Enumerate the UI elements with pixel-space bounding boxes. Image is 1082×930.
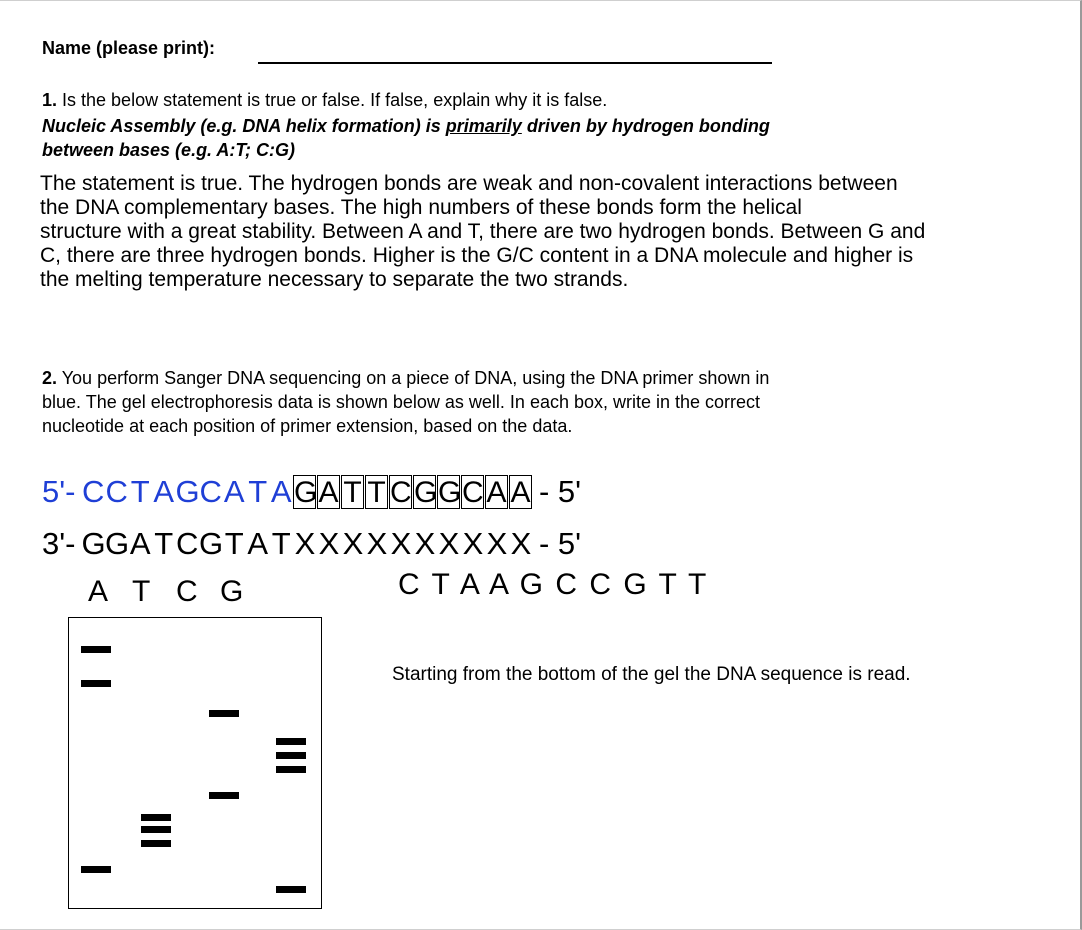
primer-base: A (223, 474, 245, 509)
answer-line: the DNA complementary bases. The high numbers of these bonds form the helical (40, 196, 802, 219)
answer-box[interactable]: A (486, 476, 507, 509)
lane-label-t: T (132, 575, 151, 608)
answer-line: C, there are three hydrogen bonds. Higher is the G/C content in a DNA molecule and higher is (40, 244, 914, 267)
gel-band (276, 752, 306, 759)
template-letters (81, 526, 293, 562)
answer-box[interactable]: T (341, 475, 364, 509)
template-unknown-base: X (390, 526, 412, 561)
gel-band (141, 814, 171, 821)
answer-box[interactable]: C (389, 476, 412, 509)
primer-base: G (175, 474, 200, 509)
question2-line: nucleotide at each position of primer extension, based on the data. (42, 416, 573, 436)
statement-emphasis: primarily (445, 116, 522, 136)
answer-box[interactable]: A (510, 476, 531, 509)
template-base: A (247, 526, 269, 561)
answer-sequence: C T A A G C C G T T (398, 568, 709, 601)
gel-band (81, 680, 111, 687)
question1-answer (40, 172, 925, 292)
template-unknown-base: X (438, 526, 460, 561)
name-label: Name (please print): (42, 38, 216, 58)
template-base: T (224, 526, 244, 561)
primer-sequence (42, 474, 581, 510)
template-unknown-base: X (318, 526, 340, 561)
primer-suffix: - 5' (538, 474, 582, 509)
gel-lane-labels (88, 575, 264, 609)
template-base: T (271, 526, 291, 561)
gel-reading-note: Starting from the bottom of the gel the DNA sequence is read. (392, 664, 911, 685)
question1-number: 1. (42, 90, 58, 110)
answer-box[interactable]: T (365, 475, 388, 509)
template-base: G (81, 526, 106, 561)
answer-box[interactable]: G (293, 476, 318, 509)
gel-band (209, 710, 239, 717)
gel-image (68, 617, 322, 909)
question2-line: You perform Sanger DNA sequencing on a piece of DNA, using the DNA primer shown in (57, 368, 770, 388)
primer-base: C (199, 474, 222, 509)
question1-prompt-text: Is the below statement is true or false. If false, explain why it is false. (57, 90, 608, 110)
answer-boxes[interactable] (293, 474, 533, 510)
template-suffix: - 5' (538, 526, 582, 561)
primer-base: C (105, 474, 128, 509)
primer-base: C (82, 474, 105, 509)
lane-label-c: C (176, 575, 198, 608)
template-prefix: 3'- (42, 526, 76, 561)
gel-band (141, 826, 171, 833)
template-unknown-base: X (510, 526, 532, 561)
template-base: T (154, 526, 174, 561)
primer-base: T (130, 474, 150, 509)
primer-prefix: 5'- (42, 474, 76, 509)
template-unknown-base: X (342, 526, 364, 561)
question2-prompt (42, 366, 769, 438)
lane-label-g: G (220, 575, 244, 608)
gel-band (276, 766, 306, 773)
question1-prompt (42, 88, 607, 112)
template-unknown-base: X (486, 526, 508, 561)
gel-band (276, 886, 306, 893)
template-unknown-base: X (414, 526, 436, 561)
statement-part1: Nucleic Assembly (e.g. DNA helix formation) is (42, 116, 446, 136)
answer-box[interactable]: A (318, 476, 339, 509)
template-unknown-base: X (294, 526, 316, 561)
primer-base: T (248, 474, 268, 509)
answer-line: the melting temperature necessary to separate the two strands. (40, 268, 629, 291)
answer-line: structure with a great stability. Between A and T, there are two hydrogen bonds. Between G and (40, 220, 926, 243)
question2-line: blue. The gel electrophoresis data is shown below as well. In each box, write in the correct (42, 392, 761, 412)
template-base: A (129, 526, 151, 561)
question2-number: 2. (42, 368, 58, 388)
gel-band (81, 866, 111, 873)
primer-letters (81, 474, 293, 510)
answer-box[interactable]: G (413, 476, 438, 509)
gel-band (81, 646, 111, 653)
primer-base: A (153, 474, 175, 509)
statement-line2: between bases (e.g. A:T; C:G) (42, 140, 296, 160)
answer-box[interactable]: C (461, 476, 484, 509)
template-unknown-base: X (462, 526, 484, 561)
template-base: C (176, 526, 199, 561)
template-unknown-base: X (366, 526, 388, 561)
template-base: G (104, 526, 130, 561)
answer-line: The statement is true. The hydrogen bonds are weak and non-covalent interactions between (40, 172, 898, 195)
gel-band (276, 738, 306, 745)
lane-label-a: A (88, 575, 109, 608)
template-sequence (42, 526, 581, 562)
name-underline-field[interactable] (258, 62, 772, 64)
template-x-letters (293, 526, 533, 562)
question1-statement (42, 114, 770, 162)
answer-box[interactable]: G (437, 476, 462, 509)
template-base: G (198, 526, 224, 561)
gel-band (141, 840, 171, 847)
statement-part2: driven by hydrogen bonding (521, 116, 770, 136)
primer-base: A (270, 474, 292, 509)
gel-band (209, 792, 239, 799)
